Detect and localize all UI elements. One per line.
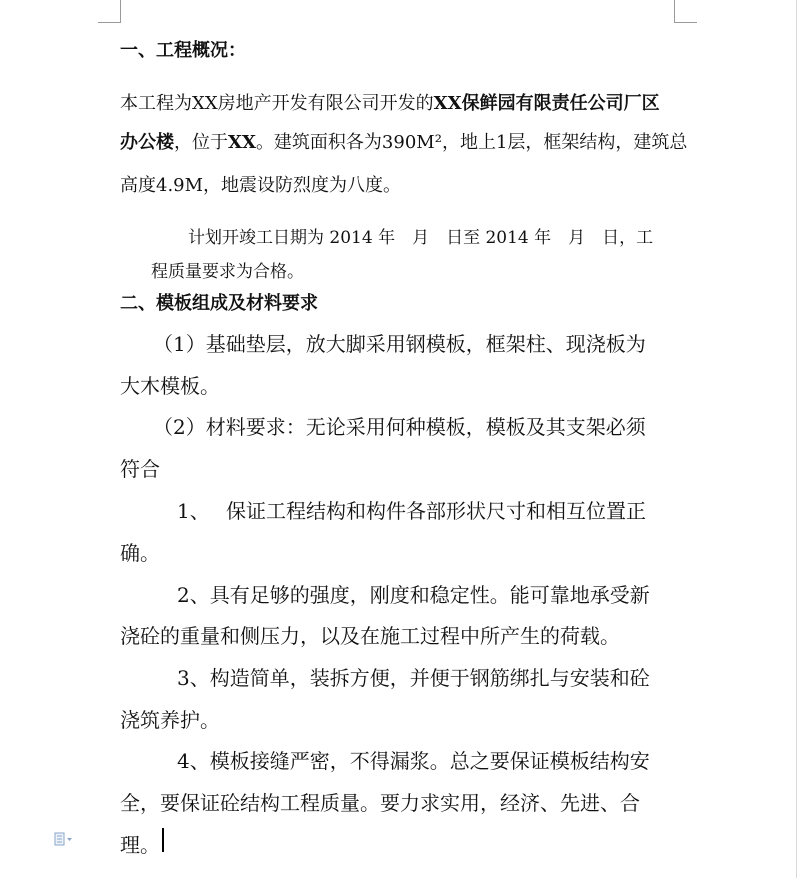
list-item-4-line-1: 4、模板接缝严密，不得漏浆。总之要保证模板结构安 (177, 749, 650, 773)
item-2-line-1: （2）材料要求：无论采用何种模板，模板及其支架必须 (153, 415, 646, 439)
text: 。建筑面积各为390M²，地上1层，框架结构，建筑总 (255, 132, 688, 153)
text: ，位于 (174, 132, 228, 153)
schedule-line-1: 计划开竣工日期为 2014 年 月 日至 2014 年 月 日，工 (188, 228, 654, 248)
section-heading-1: 一、工程概况： (120, 40, 246, 61)
list-item-3-line-1: 3、构造简单，装拆方便，并便于钢筋绑扎与安装和砼 (177, 666, 650, 690)
paragraph-overview-line-3: 高度4.9M，地震设防烈度为八度。 (120, 175, 402, 196)
paragraph-overview-line-2 (120, 128, 687, 154)
item-2-line-2: 符合 (120, 457, 160, 481)
section-heading-2: 二、模板组成及材料要求 (120, 293, 318, 314)
list-item-2-line-2: 浇砼的重量和侧压力，以及在施工过程中所产生的荷载。 (120, 624, 620, 648)
list-number-1: 1、 (177, 499, 210, 523)
page-corner-marker-top-left (98, 0, 121, 23)
bold-text: XX (228, 132, 256, 153)
list-item-1-line-2: 确。 (120, 541, 160, 565)
page-corner-marker-top-right (674, 0, 697, 23)
schedule-line-2: 程质量要求为合格。 (151, 262, 304, 282)
list-item-4-line-2: 全，要保证砼结构工程质量。要力求实用，经济、先进、合 (120, 791, 640, 815)
text: 本工程为XX房地产开发有限公司开发的 (120, 93, 434, 114)
paragraph-layout-icon[interactable] (54, 831, 74, 845)
list-item-3-line-2: 浇筑养护。 (120, 708, 220, 732)
list-item-4-line-3: 理。 (120, 833, 160, 857)
paragraph-overview-line-1 (120, 89, 660, 115)
item-1-line-1: （1）基础垫层，放大脚采用钢模板，框架柱、现浇板为 (153, 332, 646, 356)
bold-text: XX保鲜园有限责任公司厂区 (433, 93, 660, 114)
item-1-line-2: 大木模板。 (120, 374, 220, 398)
list-item-1-line-1: 保证工程结构和构件各部形状尺寸和相互位置正 (226, 499, 646, 523)
list-item-2-line-1: 2、具有足够的强度，刚度和稳定性。能可靠地承受新 (177, 583, 650, 607)
bold-text: 办公楼 (120, 132, 174, 153)
text-cursor (162, 828, 164, 852)
